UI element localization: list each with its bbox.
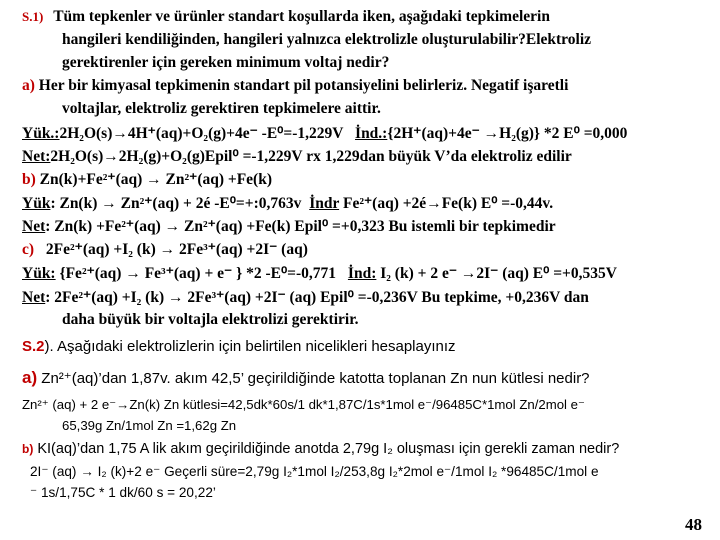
indr-b-equation: Fe²⁺(aq) +2é→Fe(k) E⁰ =-0,44v. (339, 195, 554, 212)
q1-answer-a-line-1 (22, 77, 568, 95)
q2-heading-line (22, 338, 456, 355)
q2-a-solution-2: 65,39g Zn/1mol Zn =1,62g Zn (62, 418, 237, 433)
q1-b-equation: Zn(k)+Fe²⁺(aq) → Zn²⁺(aq) +Fe(k) (39, 171, 273, 188)
q1-c-equation: 2Fe²⁺(aq) +I₂ (k) → 2Fe³⁺(aq) +2I⁻ (aq) (45, 241, 308, 258)
q2-text: ). Aşağıdaki elektrolizlerin için belirtilen nicelikleri hesaplayınız (44, 338, 456, 355)
yuk-c-equation: {Fe²⁺(aq) → Fe³⁺(aq) + e⁻ } *2 -E⁰=-0,771 (55, 265, 337, 282)
q1-number: S.1) (22, 9, 44, 24)
net-label: Net: (22, 148, 51, 165)
q2-a-solution-1: Zn²⁺ (aq) + 2 e⁻→Zn(k) Zn kütlesi=42,5dk*60s/1 dk*1,87C/1s*1mol e⁻/96485C*1mol Zn/2mol e⁻ (22, 397, 585, 412)
yuk-c-label: Yük: (22, 265, 56, 282)
q1-text-line-3: gerektirenler için gereken minimum voltaj nedir? (62, 54, 390, 71)
yuk-label: Yük.: (22, 125, 60, 142)
q1-a-label: a) (22, 77, 35, 94)
page-number: 48 (685, 515, 702, 534)
q2-b-line (22, 441, 619, 457)
q1-b-yuk-line (22, 194, 553, 213)
q1-heading-line (22, 8, 550, 26)
indr-b-label: İndr (309, 195, 340, 212)
yuk-b-label: Yük (22, 195, 51, 212)
ind-equation: {2H⁺(aq)+4e⁻ →H₂(g)} *2 E⁰ =0,000 (387, 125, 628, 142)
q2-b-text: KI(aq)’dan 1,75 A lik akım geçirildiğinde anotda 2,79g I₂ oluşması için gerekli zaman nedir? (37, 441, 620, 457)
yuk-equation: 2H₂O(s)→4H⁺(aq)+O₂(g)+4e⁻ -E⁰=-1,229V (59, 125, 344, 142)
q1-yuk-line (22, 124, 627, 143)
q1-c-net-continuation: daha büyük bir voltajla elektrolizi gerektirir. (62, 311, 359, 328)
q2-b-solution-2: ⁻ 1s/1,75C * 1 dk/60 s = 20,22’ (30, 485, 216, 500)
ind-c-equation: I₂ (k) + 2 e⁻ →2I⁻ (aq) E⁰ =+0,535V (376, 265, 617, 282)
ind-label: İnd.: (355, 125, 388, 142)
q1-a-text-2: voltajlar, elektroliz gerektiren tepkimelere aittir. (62, 100, 381, 117)
q1-b-net-line (22, 217, 556, 236)
net-c-label: Net (22, 289, 46, 306)
q2-b-solution-1: 2I⁻ (aq) → I₂ (k)+2 e⁻ Geçerli süre=2,79g I₂*1mol I₂/253,8g I₂*2mol e⁻/1mol I₂ *96485C/1mol e (30, 464, 599, 479)
net-equation: 2H₂O(s)→2H₂(g)+O₂(g)Epil⁰ =-1,229V rx 1,229dan büyük V’da elektroliz edilir (50, 148, 572, 165)
q2-b-label: b) (22, 442, 34, 456)
q1-text-line-1: Tüm tepkenler ve ürünler standart koşullarda iken, aşağıdaki tepkimelerin (53, 8, 550, 25)
q1-c-label: c) (22, 241, 35, 258)
q2-a-line (22, 368, 590, 388)
q1-c-yuk-line (22, 264, 617, 283)
yuk-b-equation: : Zn(k) → Zn²⁺(aq) + 2é -E⁰=+:0,763v (50, 195, 302, 212)
q2-a-label: a) (22, 368, 38, 387)
q1-b-line (22, 170, 272, 189)
q1-net-line (22, 147, 572, 166)
q1-b-label: b) (22, 171, 36, 188)
net-b-equation: : Zn(k) +Fe²⁺(aq) → Zn²⁺(aq) +Fe(k) Epil⁰ =+0,323 Bu istemli bir tepkimedir (45, 218, 556, 235)
q2-a-text: Zn²⁺(aq)’dan 1,87v. akım 42,5’ geçirildiğinde katotta toplanan Zn nun kütlesi nedir? (41, 370, 590, 387)
q1-c-line (22, 240, 308, 259)
q2-number: S.2 (22, 338, 45, 355)
q1-c-net-line (22, 288, 589, 307)
ind-c-label: İnd: (347, 265, 377, 282)
q1-text-line-2: hangileri kendiliğinden, hangileri yalnızca elektrolizle oluşturulabilir?Elektroliz (62, 31, 592, 48)
net-b-label: Net (22, 218, 46, 235)
q1-a-text-1: Her bir kimyasal tepkimenin standart pil potansiyelini belirleriz. Negatif işaretli (38, 77, 569, 94)
net-c-equation: : 2Fe²⁺(aq) +I₂ (k) → 2Fe³⁺(aq) +2I⁻ (aq) Epil⁰ =-0,236V Bu tepkime, +0,236V dan (45, 289, 589, 306)
